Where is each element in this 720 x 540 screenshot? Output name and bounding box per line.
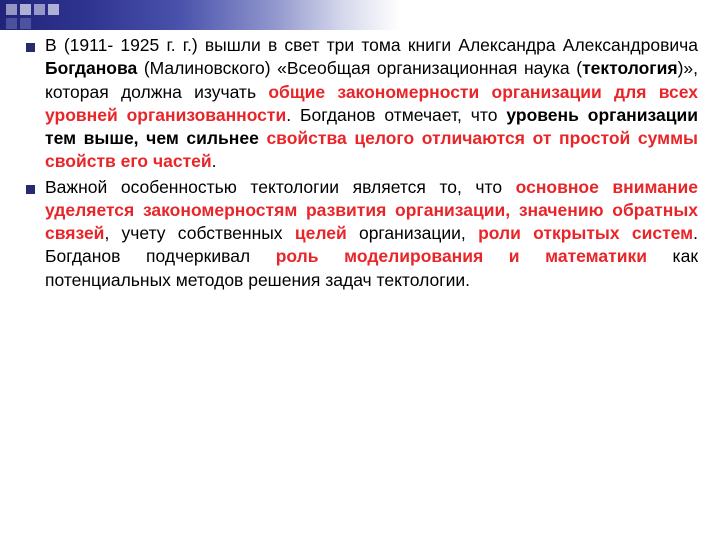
decor-square [48, 4, 59, 15]
decor-square [20, 4, 31, 15]
bullet-square-icon [26, 185, 35, 194]
decor-square [6, 18, 17, 29]
header-squares-row-top [6, 4, 59, 15]
header-squares-row-bottom [6, 18, 31, 29]
list-item [26, 176, 698, 292]
list-item [26, 34, 698, 174]
text-run: , учету собственных [104, 223, 295, 244]
text-run: роль моделирования и математики [275, 246, 647, 267]
text-run: свойства целого отличаются от простой суммы свойств его частей [45, 128, 699, 172]
slide-body [26, 34, 698, 294]
paragraph-1 [45, 34, 698, 174]
decor-square [34, 4, 45, 15]
paragraph-2 [45, 176, 698, 292]
text-run: В (1911- 1925 г. г.) вышли в свет три тома книги Александра Александровича [45, 35, 698, 55]
text-run: основное внимание уделяется закономерностям развития организации, значению обратных связей [45, 176, 698, 244]
text-run: роли открытых систем [478, 223, 694, 244]
text-run: тектология [582, 58, 678, 79]
text-run: общие закономерности организации для всех уровней организованности [45, 81, 698, 125]
text-run: Важной особенностью тектологии является то, что [45, 176, 516, 197]
header-decoration-band [0, 0, 400, 30]
text-run: уровень организации тем выше, чем сильнее [45, 104, 698, 149]
text-run: Богданова [45, 58, 138, 79]
decor-square [6, 4, 17, 15]
decor-square [20, 18, 31, 29]
text-run: организации, [346, 223, 479, 244]
text-run: . [211, 151, 217, 172]
text-run: . Богданов подчеркивал [45, 223, 698, 267]
text-run: как потенциальных методов решения задач тектологии. [45, 246, 698, 290]
text-run: (Малиновского) «Всеобщая организационная наука ( [137, 58, 583, 79]
text-run: )», которая должна изучать [45, 58, 698, 102]
text-run: целей [294, 223, 347, 244]
bullet-square-icon [26, 43, 35, 52]
text-run: . Богданов отмечает, что [286, 104, 507, 125]
